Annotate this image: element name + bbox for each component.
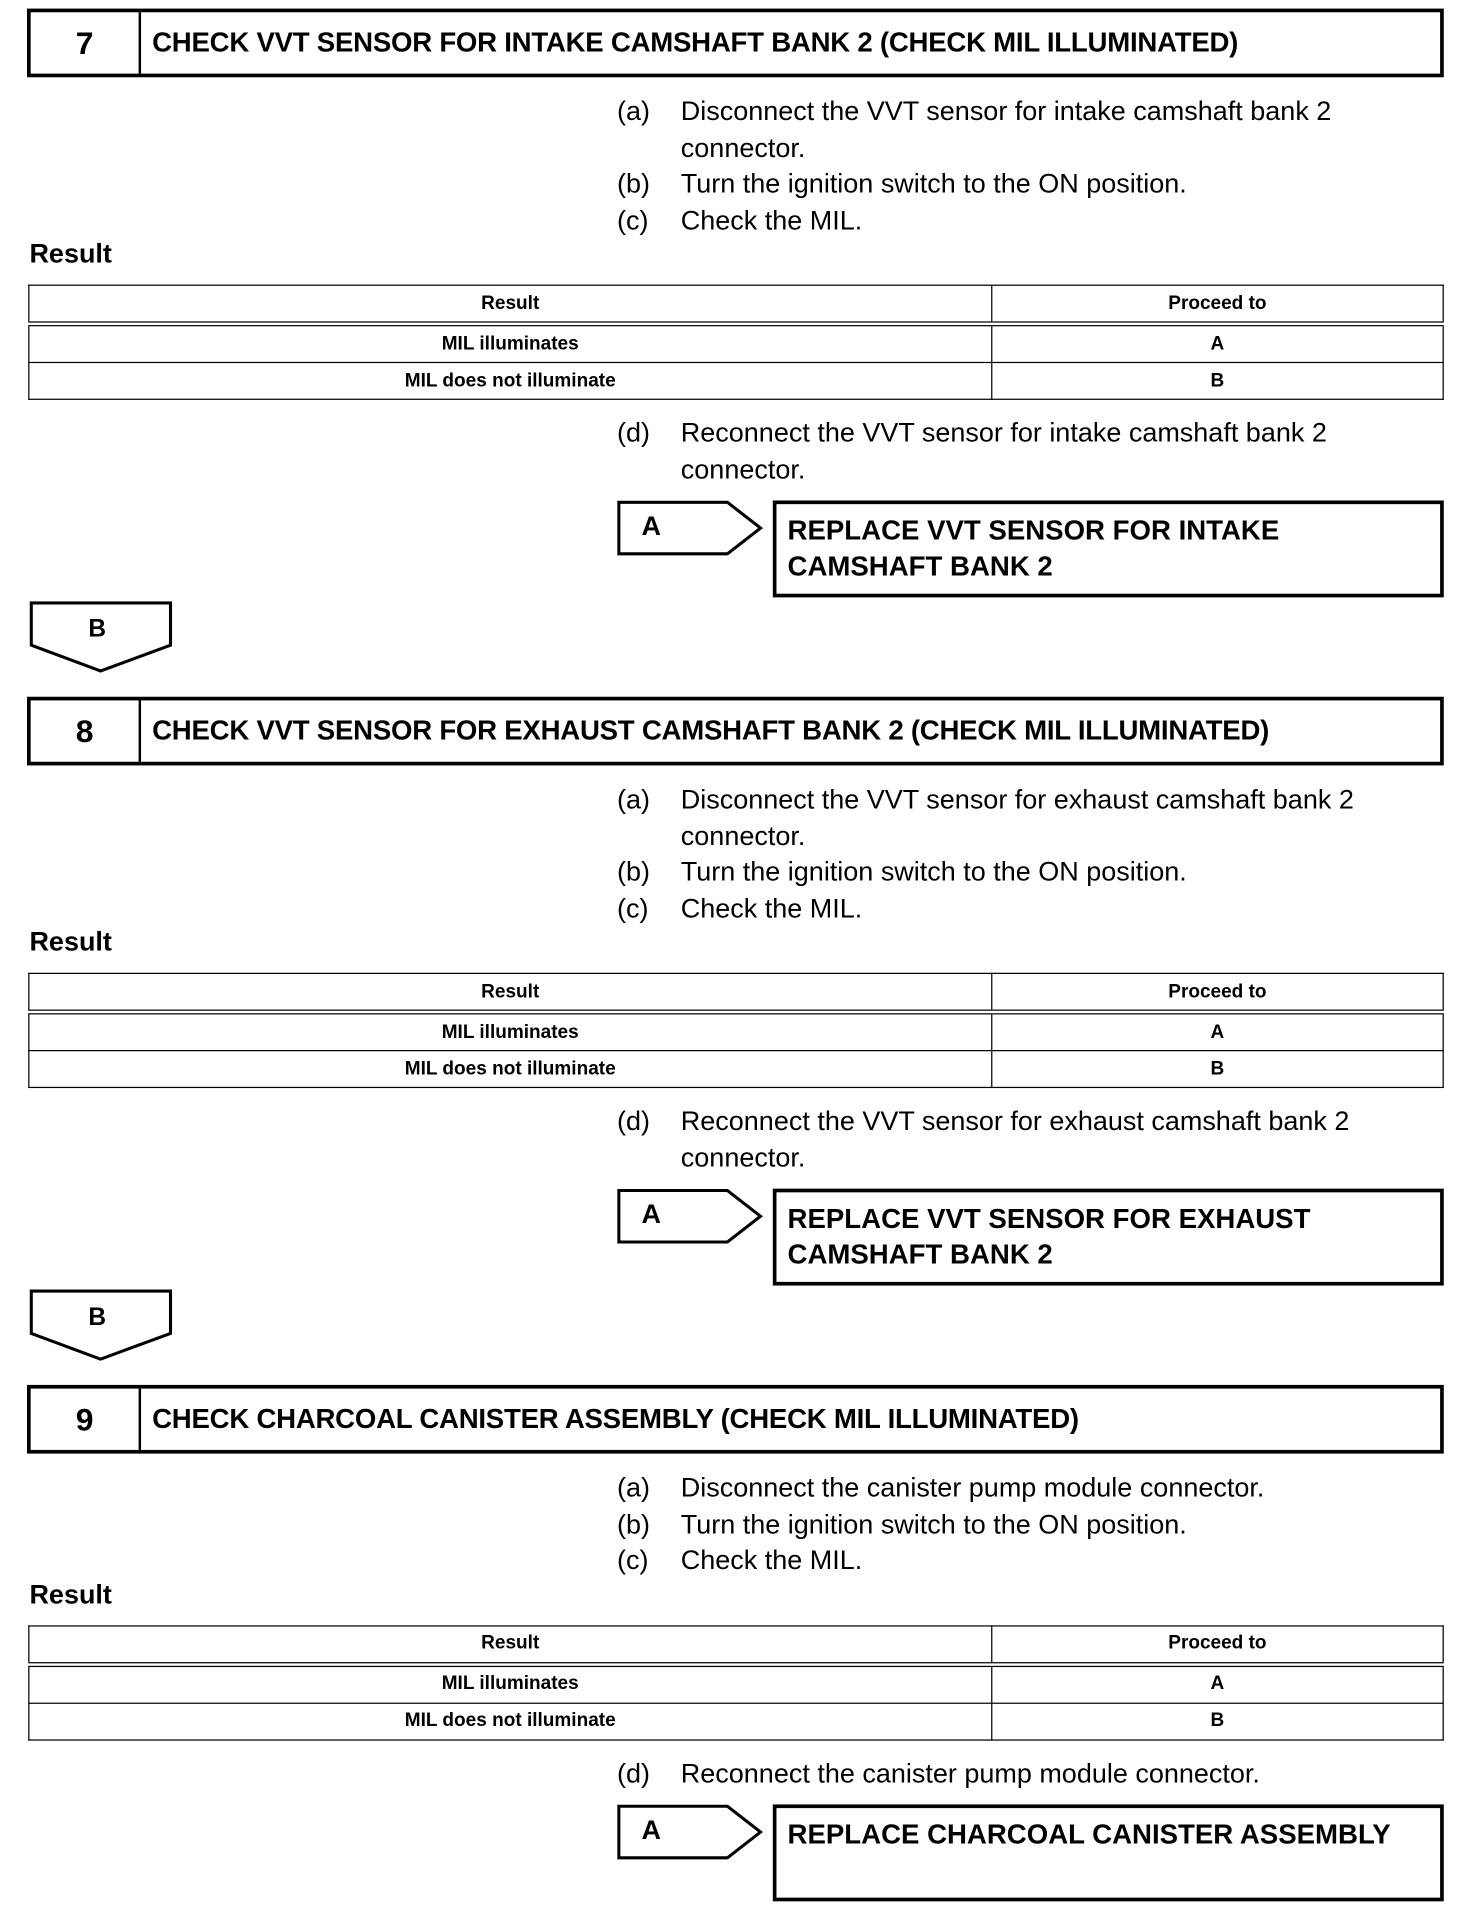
column-header-proceed-to: Proceed to bbox=[992, 285, 1444, 324]
post-check-instruction bbox=[617, 1755, 1444, 1791]
branch-a-action: REPLACE CHARCOAL CANISTER ASSEMBLY bbox=[773, 1804, 1444, 1901]
step-header bbox=[27, 697, 1444, 766]
instruction-item bbox=[617, 1755, 1444, 1791]
result-cell: MIL does not illuminate bbox=[29, 1703, 992, 1740]
instruction-text: Check the MIL. bbox=[680, 204, 863, 235]
instruction-text: Turn the ignition switch to the ON position. bbox=[680, 168, 1187, 199]
table-row bbox=[29, 362, 1443, 399]
instruction-item bbox=[617, 781, 1444, 853]
table-row bbox=[29, 1012, 1443, 1051]
step-title: CHECK CHARCOAL CANISTER ASSEMBLY (CHECK MIL ILLUMINATED) bbox=[152, 1403, 1079, 1434]
result-heading: Result bbox=[29, 237, 112, 269]
instruction-text: Reconnect the VVT sensor for exhaust camshaft bank 2 connector. bbox=[680, 1105, 1350, 1173]
instruction-item bbox=[617, 1470, 1444, 1506]
proceed-to-cell: B bbox=[992, 1703, 1444, 1740]
table-header-row bbox=[29, 285, 1443, 324]
step-title: CHECK VVT SENSOR FOR INTAKE CAMSHAFT BANK 2 (CHECK MIL ILLUMINATED) bbox=[152, 26, 1239, 58]
instruction-item bbox=[617, 415, 1444, 487]
step-number: 9 bbox=[31, 1389, 141, 1450]
instruction-label: (b) bbox=[617, 168, 651, 199]
instruction-item bbox=[617, 166, 1444, 202]
branch-a-arrow[interactable] bbox=[617, 1804, 764, 1858]
branch-a-row bbox=[617, 500, 1444, 597]
branch-a-label: A bbox=[641, 510, 662, 541]
result-table bbox=[28, 285, 1444, 400]
column-header-proceed-to: Proceed to bbox=[992, 973, 1444, 1012]
instruction-item bbox=[617, 202, 1444, 238]
branch-b-arrow[interactable] bbox=[29, 601, 174, 675]
instruction-item bbox=[617, 1542, 1444, 1578]
table-row bbox=[29, 1703, 1443, 1740]
result-cell: MIL illuminates bbox=[29, 1664, 992, 1703]
instruction-label: (a) bbox=[617, 95, 651, 127]
instruction-item bbox=[617, 1103, 1444, 1175]
result-cell: MIL illuminates bbox=[29, 1012, 992, 1051]
step-number: 8 bbox=[31, 700, 141, 761]
proceed-to-cell: A bbox=[992, 1012, 1444, 1051]
instruction-item bbox=[617, 1506, 1444, 1542]
instruction-label: (d) bbox=[617, 417, 651, 448]
instruction-text: Disconnect the canister pump module connector. bbox=[680, 1472, 1265, 1503]
instruction-label: (b) bbox=[617, 1508, 651, 1539]
instruction-text: Reconnect the VVT sensor for intake camshaft bank 2 connector. bbox=[680, 417, 1327, 484]
instruction-label: (b) bbox=[617, 856, 651, 887]
table-row bbox=[29, 1051, 1443, 1088]
column-header-proceed-to: Proceed to bbox=[992, 1625, 1444, 1664]
instruction-list bbox=[617, 781, 1444, 926]
right-arrow-icon bbox=[617, 500, 764, 556]
instruction-item bbox=[617, 890, 1444, 926]
branch-a-row bbox=[617, 1189, 1444, 1286]
procedure-step-8 bbox=[27, 697, 1444, 1385]
instruction-label: (a) bbox=[617, 1472, 651, 1503]
branch-a-arrow[interactable] bbox=[617, 1189, 764, 1243]
instruction-text: Turn the ignition switch to the ON position. bbox=[680, 1508, 1187, 1539]
procedure-step-7 bbox=[27, 9, 1444, 697]
instruction-item bbox=[617, 854, 1444, 890]
proceed-to-cell: B bbox=[992, 362, 1444, 399]
result-table bbox=[28, 973, 1444, 1088]
result-heading: Result bbox=[29, 926, 112, 957]
instruction-label: (c) bbox=[617, 204, 649, 235]
instruction-text: Disconnect the VVT sensor for intake camshaft bank 2 connector. bbox=[680, 95, 1332, 163]
result-cell: MIL does not illuminate bbox=[29, 362, 992, 399]
branch-a-label: A bbox=[641, 1198, 662, 1230]
right-arrow-icon bbox=[617, 1189, 764, 1245]
step-number: 7 bbox=[31, 12, 141, 73]
step-header bbox=[27, 9, 1444, 78]
instruction-list bbox=[617, 1470, 1444, 1579]
step-title: CHECK VVT SENSOR FOR EXHAUST CAMSHAFT BANK 2 (CHECK MIL ILLUMINATED) bbox=[152, 715, 1270, 746]
column-header-result: Result bbox=[29, 973, 992, 1012]
branch-a-action: REPLACE VVT SENSOR FOR INTAKE CAMSHAFT BANK 2 bbox=[773, 500, 1444, 597]
instruction-label: (a) bbox=[617, 783, 651, 815]
instruction-item bbox=[617, 93, 1444, 165]
instruction-text: Reconnect the canister pump module connector. bbox=[680, 1757, 1260, 1788]
result-heading: Result bbox=[29, 1578, 112, 1609]
instruction-label: (d) bbox=[617, 1105, 651, 1136]
column-header-result: Result bbox=[29, 285, 992, 324]
branch-a-row bbox=[617, 1804, 1444, 1901]
branch-a-label: A bbox=[641, 1814, 662, 1845]
instruction-text: Check the MIL. bbox=[680, 892, 863, 924]
instruction-label: (c) bbox=[617, 892, 649, 924]
branch-a-action: REPLACE VVT SENSOR FOR EXHAUST CAMSHAFT BANK 2 bbox=[773, 1189, 1444, 1286]
instruction-text: Disconnect the VVT sensor for exhaust camshaft bank 2 connector. bbox=[680, 783, 1354, 851]
branch-b-arrow[interactable] bbox=[29, 1289, 174, 1363]
branch-b-label: B bbox=[88, 615, 107, 643]
step-header bbox=[27, 1385, 1444, 1454]
right-arrow-icon bbox=[617, 1804, 764, 1860]
table-header-row bbox=[29, 1625, 1443, 1664]
post-check-instruction bbox=[617, 415, 1444, 487]
proceed-to-cell: A bbox=[992, 324, 1444, 363]
proceed-to-cell: A bbox=[992, 1664, 1444, 1703]
table-row bbox=[29, 1664, 1443, 1703]
table-header-row bbox=[29, 973, 1443, 1012]
instruction-text: Check the MIL. bbox=[680, 1544, 863, 1576]
instruction-label: (c) bbox=[617, 1544, 649, 1576]
branch-a-arrow[interactable] bbox=[617, 500, 764, 554]
proceed-to-cell: B bbox=[992, 1051, 1444, 1088]
instruction-label: (d) bbox=[617, 1757, 651, 1788]
post-check-instruction bbox=[617, 1103, 1444, 1175]
result-cell: MIL illuminates bbox=[29, 324, 992, 363]
table-row bbox=[29, 324, 1443, 363]
result-cell: MIL does not illuminate bbox=[29, 1051, 992, 1088]
instruction-text: Turn the ignition switch to the ON position. bbox=[680, 856, 1187, 887]
procedure-step-9 bbox=[27, 1385, 1444, 1901]
column-header-result: Result bbox=[29, 1625, 992, 1664]
instruction-list bbox=[617, 93, 1444, 238]
branch-b-label: B bbox=[88, 1303, 107, 1331]
result-table bbox=[28, 1625, 1444, 1740]
